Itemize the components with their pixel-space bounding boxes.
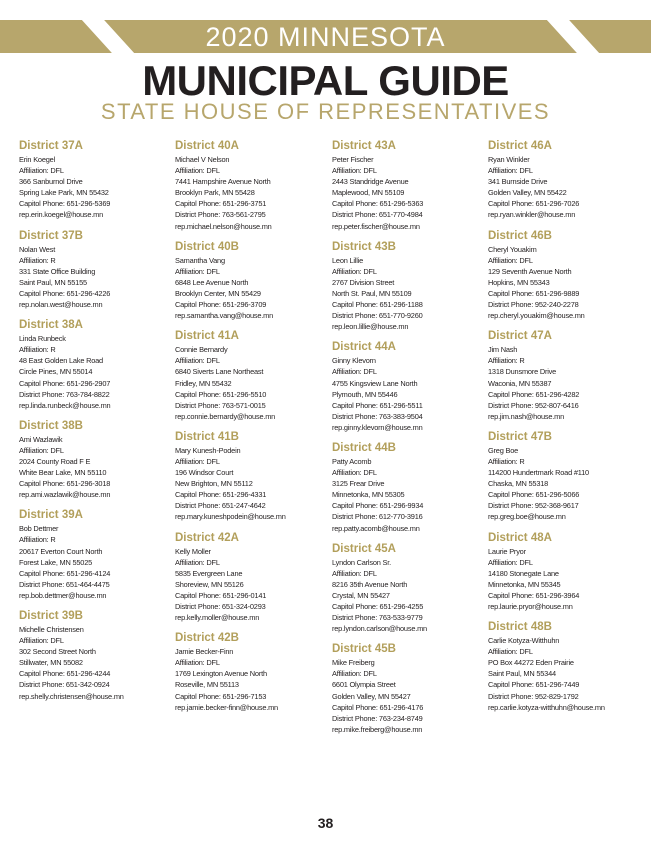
district-heading: District 40B <box>175 240 239 253</box>
representative-entry <box>488 431 638 523</box>
district-heading: District 46A <box>488 140 552 152</box>
contact-line: 20617 Everton Court North <box>19 546 103 556</box>
contact-line: Mike Freiberg <box>332 658 375 668</box>
email-address: rep.mike.freiberg@house.mn <box>332 724 423 734</box>
contact-line: Circle Pines, MN 55014 <box>19 367 93 377</box>
contact-line: Chaska, MN 55318 <box>488 479 549 489</box>
contact-line: Affiliation: DFL <box>175 658 220 668</box>
contact-line: Affiliation: DFL <box>488 255 533 265</box>
contact-line: Affiliation: DFL <box>332 468 377 478</box>
representative-entry <box>488 230 638 322</box>
contact-line: 114200 Hundertmark Road #110 <box>488 468 589 478</box>
contact-line: Cheryl Youakim <box>488 244 537 254</box>
contact-line: Capitol Phone: 651-296-4244 <box>19 669 111 679</box>
contact-line: White Bear Lake, MN 55110 <box>19 468 107 478</box>
contact-line: Affiliation: DFL <box>19 636 64 646</box>
district-heading: District 48B <box>488 621 552 634</box>
contact-line: Spring Lake Park, MN 55432 <box>19 188 109 198</box>
district-heading: District 37B <box>19 229 83 242</box>
contact-line: Capitol Phone: 651-296-4176 <box>332 702 424 712</box>
contact-line: 5835 Evergreen Lane <box>175 568 243 578</box>
email-address: rep.cheryl.youakim@house.mn <box>488 311 585 321</box>
district-heading: District 38A <box>19 319 83 332</box>
contact-line: Capitol Phone: 651-296-4226 <box>19 288 111 298</box>
representative-entry <box>175 532 325 624</box>
district-heading: District 47B <box>488 430 552 443</box>
contact-line: Golden Valley, MN 55422 <box>488 188 567 198</box>
contact-line: Capitol Phone: 651-296-3709 <box>175 300 267 310</box>
representative-entry <box>488 621 638 713</box>
contact-line: Stillwater, MN 55082 <box>19 658 83 668</box>
contact-line: District Phone: 651-247-4642 <box>175 501 266 511</box>
contact-line: Saint Paul, MN 55344 <box>488 669 556 679</box>
contact-line: Affiliation: R <box>488 456 525 466</box>
contact-line: 4755 Kingsview Lane North <box>332 378 418 388</box>
contact-line: Capitol Phone: 651-296-0141 <box>175 590 267 600</box>
email-address: rep.ginny.klevorn@house.mn <box>332 422 423 432</box>
contact-line: Affiliation: DFL <box>175 356 220 366</box>
contact-line: Affiliation: DFL <box>175 557 220 567</box>
contact-line: District Phone: 763-561-2795 <box>175 210 266 220</box>
header-banner <box>0 20 651 53</box>
email-address: rep.michael.nelson@house.mn <box>175 221 272 231</box>
contact-line: 1318 Dunsmore Drive <box>488 367 557 377</box>
contact-line: Capitol Phone: 651-296-4255 <box>332 602 424 611</box>
district-heading: District 39A <box>19 509 83 522</box>
email-address: rep.nolan.west@house.mn <box>19 300 103 310</box>
district-heading: District 42A <box>175 531 239 544</box>
contact-line: Ginny Klevorn <box>332 356 376 366</box>
contact-line: District Phone: 651-770-4984 <box>332 210 423 220</box>
contact-line: Roseville, MN 55113 <box>175 680 239 690</box>
contact-line: District Phone: 763-234-8749 <box>332 713 423 723</box>
contact-line: Capitol Phone: 651-296-4124 <box>19 568 111 578</box>
representative-entry <box>19 420 169 501</box>
contact-line: Capitol Phone: 651-296-5511 <box>332 400 423 410</box>
contact-line: Capitol Phone: 651-296-1188 <box>332 300 423 310</box>
district-heading: District 45B <box>332 643 396 656</box>
contact-line: Samantha Vang <box>175 255 225 265</box>
contact-line: 48 East Golden Lake Road <box>19 356 103 366</box>
contact-line: Capitol Phone: 651-296-5510 <box>175 389 267 399</box>
contact-line: 2767 Division Street <box>332 277 395 287</box>
contact-line: District Phone: 952-240-2278 <box>488 300 579 310</box>
contact-line: New Brighton, MN 55112 <box>175 479 253 489</box>
contact-line: Minnetonka, MN 55305 <box>332 490 405 500</box>
district-heading: District 39B <box>19 610 83 622</box>
contact-line: Affiliation: DFL <box>332 367 377 377</box>
contact-line: District Phone: 952-807-6416 <box>488 400 579 410</box>
representative-entry <box>332 341 482 433</box>
district-heading: District 43A <box>332 140 396 152</box>
contact-line: Linda Runbeck <box>19 334 66 344</box>
contact-line: Capitol Phone: 651-296-3018 <box>19 479 111 489</box>
contact-line: Waconia, MN 55387 <box>488 378 552 388</box>
contact-line: Shoreview, MN 55126 <box>175 579 244 589</box>
contact-line: Bob Dettmer <box>19 524 59 534</box>
representative-entry <box>19 610 169 702</box>
contact-line: Affiliation: DFL <box>175 166 220 176</box>
directory-column-2 <box>175 140 325 722</box>
contact-line: District Phone: 763-784-8822 <box>19 389 110 399</box>
contact-line: 366 Sanburnol Drive <box>19 177 83 187</box>
email-address: rep.jamie.becker-finn@house.mn <box>175 702 278 712</box>
email-address: rep.laurie.pryor@house.mn <box>488 602 573 611</box>
contact-line: Crystal, MN 55427 <box>332 590 390 600</box>
contact-line: Affiliation: R <box>488 356 525 366</box>
contact-line: Affiliation: R <box>19 255 56 265</box>
representative-entry <box>332 241 482 333</box>
contact-line: 302 Second Street North <box>19 647 96 657</box>
contact-line: Capitol Phone: 651-296-4331 <box>175 490 267 500</box>
directory-column-3 <box>332 140 482 744</box>
email-address: rep.leon.lillie@house.mn <box>332 322 409 332</box>
email-address: rep.greg.boe@house.mn <box>488 512 566 522</box>
email-address: rep.lyndon.carlson@house.mn <box>332 624 427 634</box>
contact-line: 3125 Frear Drive <box>332 479 385 489</box>
contact-line: Golden Valley, MN 55427 <box>332 691 411 701</box>
contact-line: Brooklyn Park, MN 55428 <box>175 188 255 198</box>
contact-line: Affiliation: DFL <box>332 266 377 276</box>
contact-line: Capitol Phone: 651-296-2907 <box>19 378 111 388</box>
email-address: rep.peter.fischer@house.mn <box>332 221 420 231</box>
contact-line: Capitol Phone: 651-296-9934 <box>332 501 424 511</box>
district-heading: District 48A <box>488 531 552 544</box>
representative-entry <box>175 140 325 232</box>
representative-entry <box>175 330 325 422</box>
district-heading: District 37A <box>19 140 83 152</box>
contact-line: District Phone: 651-770-9260 <box>332 311 423 321</box>
representative-entry <box>332 442 482 534</box>
representative-entry <box>19 509 169 601</box>
representative-entry <box>19 140 169 221</box>
contact-line: 2024 County Road F E <box>19 456 91 466</box>
email-address: rep.ryan.winkler@house.mn <box>488 210 576 220</box>
representative-entry <box>332 543 482 635</box>
contact-line: Affiliation: DFL <box>175 266 220 276</box>
contact-line: Mary Kunesh-Podein <box>175 445 241 455</box>
contact-line: District Phone: 763-571-0015 <box>175 400 266 410</box>
contact-line: 6601 Olympia Street <box>332 680 396 690</box>
contact-line: Jim Nash <box>488 345 518 355</box>
contact-line: 6840 Siverts Lane Northeast <box>175 367 264 377</box>
contact-line: Jamie Becker-Finn <box>175 647 234 657</box>
contact-line: Brooklyn Center, MN 55429 <box>175 288 261 298</box>
contact-line: Minnetonka, MN 55345 <box>488 579 561 589</box>
contact-line: 129 Seventh Avenue North <box>488 266 572 276</box>
contact-line: District Phone: 763-533-9779 <box>332 613 423 623</box>
contact-line: District Phone: 651-324-0293 <box>175 602 266 611</box>
district-heading: District 41A <box>175 330 239 343</box>
contact-line: Capitol Phone: 651-296-7026 <box>488 199 580 209</box>
district-heading: District 44A <box>332 341 396 354</box>
contact-line: Affiliation: DFL <box>332 669 377 679</box>
contact-line: Capitol Phone: 651-296-3964 <box>488 590 580 600</box>
district-heading: District 43B <box>332 240 396 253</box>
email-address: rep.linda.runbeck@house.mn <box>19 400 111 410</box>
email-address: rep.connie.bernardy@house.mn <box>175 411 276 421</box>
contact-line: Michael V Nelson <box>175 155 230 164</box>
contact-line: Fridley, MN 55432 <box>175 378 232 388</box>
contact-line: Ryan Winkler <box>488 155 530 164</box>
contact-line: Hopkins, MN 55343 <box>488 277 550 287</box>
contact-line: Capitol Phone: 651-296-5369 <box>19 199 111 209</box>
representative-entry <box>488 330 638 422</box>
contact-line: PO Box 44272 Eden Prairie <box>488 658 574 668</box>
contact-line: Affiliation: DFL <box>19 445 64 455</box>
contact-line: North St. Paul, MN 55109 <box>332 288 412 298</box>
district-heading: District 38B <box>19 419 83 432</box>
contact-line: 14180 Stonegate Lane <box>488 568 559 578</box>
contact-line: 8216 35th Avenue North <box>332 579 408 589</box>
contact-line: Plymouth, MN 55446 <box>332 389 398 399</box>
page-title: MUNICIPAL GUIDE <box>142 57 509 104</box>
contact-line: Affiliation: DFL <box>488 166 533 176</box>
contact-line: Erin Koegel <box>19 155 56 164</box>
contact-line: Capitol Phone: 651-296-9889 <box>488 288 580 298</box>
contact-line: Carlie Kotyza-Witthuhn <box>488 636 560 646</box>
contact-line: 1769 Lexington Avenue North <box>175 669 267 679</box>
contact-line: Connie Bernardy <box>175 345 228 355</box>
contact-line: Affiliation: DFL <box>488 557 533 567</box>
email-address: rep.shelly.christensen@house.mn <box>19 691 124 701</box>
contact-line: Peter Fischer <box>332 155 374 164</box>
contact-line: 196 Windsor Court <box>175 468 234 478</box>
directory-column-1 <box>19 140 169 711</box>
representative-entry <box>488 532 638 613</box>
contact-line: Affiliation: R <box>19 345 56 355</box>
email-address: rep.patty.acomb@house.mn <box>332 523 420 533</box>
contact-line: Affiliation: DFL <box>488 647 533 657</box>
email-address: rep.mary.kuneshpodein@house.mn <box>175 512 286 522</box>
email-address: rep.kelly.moller@house.mn <box>175 613 260 623</box>
representative-entry <box>488 140 638 221</box>
page-subtitle: STATE HOUSE OF REPRESENTATIVES <box>100 99 551 124</box>
contact-line: Capitol Phone: 651-296-3751 <box>175 199 267 209</box>
district-heading: District 45A <box>332 542 396 555</box>
contact-line: Nolan West <box>19 244 56 254</box>
contact-line: Lyndon Carlson Sr. <box>332 557 391 567</box>
contact-line: District Phone: 763-383-9504 <box>332 411 423 421</box>
banner-title: 2020 MINNESOTA <box>205 22 446 52</box>
district-heading: District 46B <box>488 229 552 242</box>
contact-line: District Phone: 952-829-1792 <box>488 691 579 701</box>
representative-entry <box>175 431 325 523</box>
contact-line: Forest Lake, MN 55025 <box>19 557 93 567</box>
district-heading: District 40A <box>175 140 239 152</box>
contact-line: Greg Boe <box>488 445 519 455</box>
contact-line: Affiliation: DFL <box>175 456 220 466</box>
contact-line: District Phone: 651-342-0924 <box>19 680 110 690</box>
district-heading: District 41B <box>175 430 239 443</box>
contact-line: Kelly Moller <box>175 546 211 556</box>
contact-line: District Phone: 952-368-9617 <box>488 501 579 511</box>
contact-line: Ami Wazlawik <box>19 434 63 444</box>
contact-line: Maplewood, MN 55109 <box>332 188 405 198</box>
contact-line: 341 Burnside Drive <box>488 177 548 187</box>
representative-entry <box>332 643 482 735</box>
district-heading: District 44B <box>332 441 396 454</box>
page-number: 38 <box>317 815 334 831</box>
contact-line: Capitol Phone: 651-296-5363 <box>332 199 424 209</box>
email-address: rep.jim.nash@house.mn <box>488 411 565 421</box>
contact-line: Affiliation: R <box>19 535 56 545</box>
representative-entry <box>19 319 169 411</box>
contact-line: District Phone: 651-464-4475 <box>19 579 110 589</box>
contact-line: Patty Acomb <box>332 456 372 466</box>
contact-line: Affiliation: DFL <box>332 166 377 176</box>
email-address: rep.samantha.vang@house.mn <box>175 311 274 321</box>
email-address: rep.ami.wazlawik@house.mn <box>19 490 111 500</box>
email-address: rep.carlie.kotyza-witthuhn@house.mn <box>488 702 605 712</box>
district-heading: District 47A <box>488 330 552 343</box>
contact-line: 2443 Standridge Avenue <box>332 177 409 187</box>
contact-line: Michelle Christensen <box>19 625 84 634</box>
representative-entry <box>332 140 482 232</box>
contact-line: Capitol Phone: 651-296-7153 <box>175 691 267 701</box>
contact-line: Saint Paul, MN 55155 <box>19 277 87 287</box>
contact-line: Capitol Phone: 651-296-4282 <box>488 389 580 399</box>
contact-line: Capitol Phone: 651-296-7449 <box>488 680 580 690</box>
contact-line: Affiliation: DFL <box>332 568 377 578</box>
contact-line: Affiliation: DFL <box>19 166 64 176</box>
representative-entry <box>175 632 325 713</box>
directory-column-4 <box>488 140 638 722</box>
contact-line: District Phone: 612-770-3916 <box>332 512 423 522</box>
contact-line: Capitol Phone: 651-296-5066 <box>488 490 580 500</box>
email-address: rep.erin.koegel@house.mn <box>19 210 104 220</box>
representative-entry <box>175 241 325 322</box>
contact-line: 331 State Office Building <box>19 266 96 276</box>
contact-line: 6848 Lee Avenue North <box>175 277 249 287</box>
district-heading: District 42B <box>175 632 239 645</box>
representative-entry <box>19 230 169 311</box>
contact-line: Leon Lillie <box>332 255 364 265</box>
contact-line: 7441 Hampshire Avenue North <box>175 177 271 187</box>
email-address: rep.bob.dettmer@house.mn <box>19 590 107 600</box>
contact-line: Laurie Pryor <box>488 546 526 556</box>
